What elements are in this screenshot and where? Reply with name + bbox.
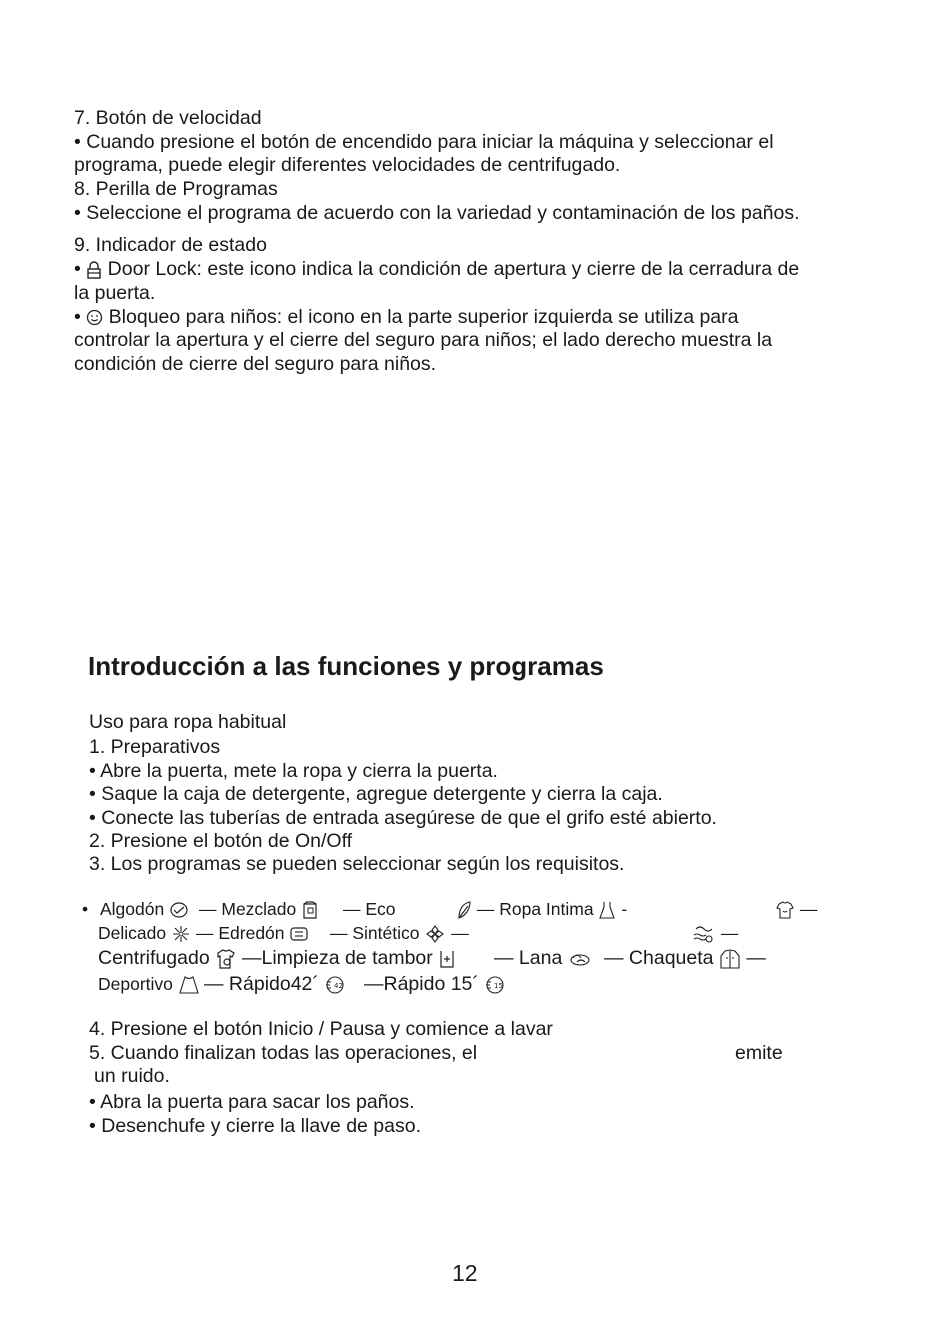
dash: — [746, 947, 766, 969]
text-line: • Cuando presione el botón de encendido para iniciar la máquina y seleccionar el [74, 131, 774, 153]
child-lock-text: Bloqueo para niños: el icono en la parte superior izquierda se utiliza para [108, 306, 739, 328]
text-line: • Saque la caja de detergente, agregue detergente y cierra la caja. [89, 783, 663, 805]
delicate-flower-icon [171, 925, 191, 943]
program-ropa-intima [456, 897, 627, 921]
door-lock-text: Door Lock: este icono indica la condición de apertura y cierre de la cerradura de [107, 258, 800, 280]
section-title: Introducción a las funciones y programas [88, 651, 604, 681]
mixed-icon [301, 900, 319, 920]
text-line: 5. Cuando finalizan todas las operaciones, el [89, 1042, 478, 1064]
dash: — [799, 899, 818, 919]
program-unnamed-1 [775, 897, 817, 921]
dash: - [621, 899, 628, 919]
program-label: Deportivo [98, 974, 173, 994]
text-line: • Abra la puerta para sacar los paños. [89, 1091, 415, 1113]
bullet: • [74, 306, 81, 328]
program-label: — Edredón [196, 923, 285, 943]
program-eco: — Eco [343, 899, 396, 919]
page-number: 12 [452, 1260, 478, 1286]
text-line: controlar la apertura y el cierre del seguro para niños; el lado derecho muestra la [74, 329, 773, 351]
program-label: — Lana [494, 947, 563, 969]
program-label: — Sintético [330, 923, 420, 943]
synthetic-icon [424, 925, 446, 943]
eco-leaf-icon [456, 900, 472, 920]
dash: — [720, 923, 739, 943]
program-sintetico [330, 921, 469, 945]
text-line: • Desenchufe y cierre la llave de paso. [89, 1115, 422, 1137]
program-algodon [100, 897, 189, 921]
dash: — [451, 923, 469, 943]
text-line: 1. Preparativos [89, 736, 221, 758]
underwear-icon [598, 900, 616, 920]
cotton-icon [169, 901, 189, 919]
program-label: — Mezclado [199, 899, 297, 919]
heading-status-indicator: 9. Indicador de estado [74, 234, 267, 256]
text-line: • Abre la puerta, mete la ropa y cierra la puerta. [89, 760, 498, 782]
text-line: la puerta. [74, 282, 156, 304]
program-chaqueta [604, 946, 766, 970]
sport-shirt-icon [178, 975, 200, 995]
svg-text:15: 15 [494, 981, 504, 990]
lock-icon [86, 261, 102, 279]
program-centrifugado [98, 946, 237, 970]
child-lock-icon [86, 309, 103, 326]
text-line: • Conecte las tuberías de entrada asegúrese de que el grifo esté abierto. [89, 807, 717, 829]
program-rapido-42 [204, 972, 346, 996]
text-line: 4. Presione el botón Inicio / Pausa y comience a lavar [89, 1018, 553, 1040]
text-line-door-lock [74, 257, 799, 281]
program-mezclado [199, 897, 319, 921]
text-line: 2. Presione el botón de On/Off [89, 830, 353, 852]
wool-icon [568, 950, 592, 968]
program-label: — Chaqueta [604, 947, 714, 969]
program-label: — Rápido42´ [204, 973, 319, 995]
text-line: 3. Los programas se pueden seleccionar según los requisitos. [89, 853, 625, 875]
jacket-icon [719, 948, 741, 970]
text-line: Uso para ropa habitual [89, 711, 287, 733]
program-bullet: • [82, 899, 89, 919]
quick-15-clock-icon [484, 975, 506, 995]
program-label: —Limpieza de tambor [242, 947, 433, 969]
spin-shirt-icon [215, 948, 237, 970]
text-line-child-lock [74, 305, 738, 329]
svg-text:42: 42 [334, 981, 344, 990]
program-lana [494, 946, 592, 970]
text-line: un ruido. [94, 1065, 170, 1087]
program-rapido-15 [364, 972, 506, 996]
text-line: programa, puede elegir diferentes velocidades de centrifugado. [74, 154, 621, 176]
program-label: Delicado [98, 923, 167, 943]
duvet-icon [289, 926, 309, 942]
baby-shirt-icon [775, 900, 795, 920]
drum-clean-icon [438, 949, 456, 969]
program-label: Algodón [100, 899, 165, 919]
program-label: Centrifugado [98, 947, 210, 969]
text-line: emite [735, 1042, 783, 1064]
program-delicado [98, 921, 191, 945]
program-unnamed-2 [692, 921, 738, 945]
heading-program-knob: 8. Perilla de Programas [74, 178, 278, 200]
quick-42-clock-icon [324, 975, 346, 995]
bullet: • [74, 258, 81, 280]
program-label: — Ropa Intima [476, 899, 594, 919]
program-deportivo [98, 972, 200, 996]
text-line: condición de cierre del seguro para niños. [74, 353, 437, 375]
program-label: —Rápido 15´ [364, 973, 479, 995]
program-limpieza-tambor [242, 946, 456, 970]
heading-speed-button: 7. Botón de velocidad [74, 107, 262, 129]
spin-wave-icon [692, 924, 716, 944]
text-line: • Seleccione el programa de acuerdo con la variedad y contaminación de los paños. [74, 202, 800, 224]
program-edredon [196, 921, 309, 945]
